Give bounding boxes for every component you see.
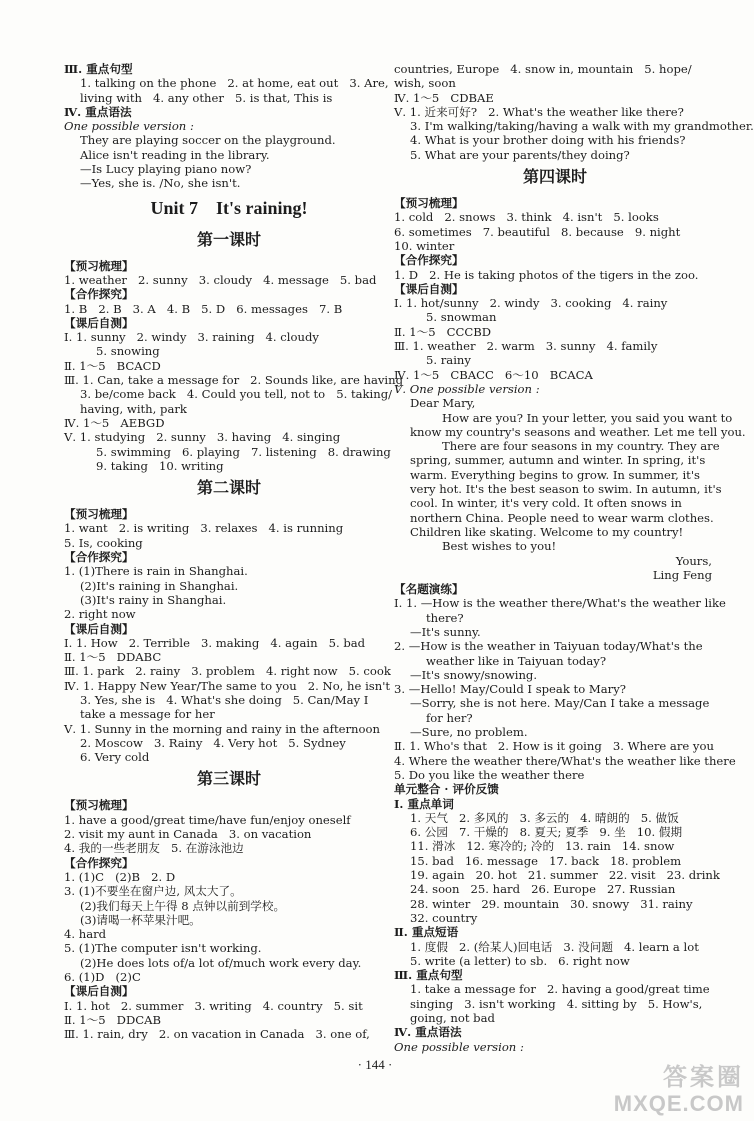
answer-line: How are you? In your letter, you said you want to (442, 410, 733, 425)
answer-line: 4. Where the weather there/What's the weather like there (394, 753, 736, 768)
section-heading: 【预习梳理】 (64, 798, 134, 813)
answer-line: 5. Do you like the weather there (394, 767, 585, 782)
answer-line: 15. bad 16. message 17. back 18. problem (410, 853, 682, 868)
right-column (394, 62, 754, 1054)
answer-line: living with 4. any other 5. is that, This is (80, 90, 333, 105)
answer-line: Best wishes to you! (442, 539, 557, 554)
answer-line: Ⅴ. 1. studying 2. sunny 3. having 4. singing (64, 430, 341, 445)
answer-line: Ⅱ. 1～5 BCACD (64, 358, 161, 373)
section-heading: 单元整合 · 评价反馈 (394, 782, 499, 797)
answer-line: very hot. It's the best season to swim. In autumn, it's (410, 482, 722, 497)
answer-line: 11. 滑冰 12. 寒冷的; 冷的 13. rain 14. snow (410, 839, 675, 854)
answer-line: 19. again 20. hot 21. summer 22. visit 23. drink (410, 868, 720, 883)
section-heading: Ⅰ. 重点单词 (394, 796, 454, 811)
answer-line: 5. write (a letter) to sb. 6. right now (410, 953, 630, 968)
answer-line: —Yes, she is. /No, she isn't. (80, 176, 241, 191)
answer-line: Ⅴ. 1. Sunny in the morning and rainy in the afternoon (64, 721, 380, 736)
answer-line: 5. swimming 6. playing 7. listening 8. drawing (96, 444, 391, 459)
section-heading: Ⅱ. 重点短语 (394, 925, 459, 940)
answer-line: Ⅲ. 1. park 2. rainy 3. problem 4. right now 5. cook (64, 664, 391, 679)
answer-line: 4. hard (64, 927, 107, 942)
answer-line: 2. visit my aunt in Canada 3. on vacation (64, 827, 312, 842)
answer-line: there? (426, 610, 464, 625)
answer-line: Ⅳ. 1～5 CDBAE (394, 90, 494, 105)
answer-line: —Sorry, she is not here. May/Can I take a message (410, 696, 710, 711)
answer-line: for her? (426, 710, 473, 725)
answer-line: Ⅰ. 1. hot 2. summer 3. writing 4. country 5. sit (64, 998, 363, 1013)
answer-line: Ⅱ. 1. Who's that 2. How is it going 3. Where are you (394, 739, 714, 754)
section-heading: 【课后自测】 (64, 984, 134, 999)
answer-line: They are playing soccer on the playground. (80, 133, 336, 148)
answer-line: 1. weather 2. sunny 3. cloudy 4. message 5. bad (64, 272, 377, 287)
answer-line: 3. I'm walking/taking/having a walk with my grandmother. (410, 119, 754, 134)
answer-line: (2)我们每天上午得 8 点钟以前到学校。 (80, 898, 286, 913)
section-heading: 【合作探究】 (394, 253, 464, 268)
page-number: · 144 · (357, 1057, 393, 1072)
answer-line: 3. —Hello! May/Could I speak to Mary? (394, 682, 626, 697)
answer-line: 6. sometimes 7. beautiful 8. because 9. night (394, 224, 681, 239)
watermark-logo (604, 1064, 744, 1118)
answer-line: 1. want 2. is writing 3. relaxes 4. is running (64, 521, 344, 536)
answer-line: (2)He does lots of/a lot of/much work every day. (80, 955, 362, 970)
answer-line: 6. (1)D (2)C (64, 970, 141, 985)
answer-line: Children like skating. Welcome to my country! (410, 524, 684, 539)
answer-line: 4. What is your brother doing with his friends? (410, 133, 686, 148)
answer-line: having, with, park (80, 401, 187, 416)
letter-signature: Ling Feng (652, 567, 712, 582)
answer-line: (3)It's rainy in Shanghai. (80, 592, 227, 607)
answer-line: 6. Very cold (80, 750, 150, 765)
section-heading: Ⅲ. 重点句型 (64, 62, 133, 76)
section-heading: 【合作探究】 (64, 550, 134, 565)
section-heading: 【合作探究】 (64, 287, 134, 302)
answer-line: Ⅳ. 1～5 CBACC 6～10 BCACA (394, 367, 593, 382)
answer-line: Ⅰ. 1. sunny 2. windy 3. raining 4. cloudy (64, 330, 319, 345)
answer-line: 2. right now (64, 607, 136, 622)
section-heading: Ⅳ. 重点语法 (64, 104, 132, 119)
answer-line: 1. 天气 2. 多风的 3. 多云的 4. 晴朗的 5. 做饭 (410, 810, 679, 825)
answer-line: —It's snowy/snowing. (410, 667, 538, 682)
section-heading: Ⅲ. 重点句型 (394, 968, 463, 983)
answer-line: 1. (1)There is rain in Shanghai. (64, 564, 248, 579)
section-heading: 【名题演练】 (394, 582, 464, 597)
answer-line: Ⅳ. 1～5 AEBGD (64, 415, 165, 430)
answer-line: 3. (1)不要坐在窗户边, 风太大了。 (64, 884, 242, 899)
answer-line: warm. Everything begins to grow. In summer, it's (410, 467, 700, 482)
answer-line: Ⅱ. 1～5 CCCBD (394, 324, 492, 339)
answer-line: spring, summer, autumn and winter. In spring, it's (410, 453, 706, 468)
letter-signature: Yours, (675, 553, 712, 568)
answer-line: 2. —How is the weather in Taiyuan today/What's the (394, 639, 703, 654)
answer-line: wish, soon (394, 76, 456, 91)
answer-line: 1. B 2. B 3. A 4. B 5. D 6. messages 7. B (64, 301, 343, 316)
answer-line: 1. take a message for 2. having a good/great time (410, 982, 710, 997)
watermark-url: MXQE.COM (613, 1091, 744, 1116)
answer-line: 3. be/come back 4. Could you tell, not to 5. taking/ (80, 387, 393, 402)
answer-note: One possible version : (64, 119, 194, 134)
answer-line: 6. 公园 7. 干燥的 8. 夏天; 夏季 9. 坐 10. 假期 (410, 825, 683, 840)
lesson-heading: 第二课时 (196, 480, 261, 498)
section-heading: 【课后自测】 (394, 281, 464, 296)
answer-line: 1. have a good/great time/have fun/enjoy oneself (64, 812, 351, 827)
answer-line: Ⅴ. 1. 近来可好? 2. What's the weather like there? (394, 104, 684, 119)
answer-line: 32. country (410, 910, 478, 925)
section-heading: 【课后自测】 (64, 315, 134, 330)
answer-line: —Is Lucy playing piano now? (80, 162, 252, 177)
answer-line: 4. 我的一些老朋友 5. 在游泳池边 (64, 841, 244, 856)
answer-line: —Sure, no problem. (410, 725, 528, 740)
lesson-heading: 第三课时 (196, 771, 261, 789)
answer-line: 2. Moscow 3. Rainy 4. Very hot 5. Sydney (80, 735, 346, 750)
answer-line: singing 3. isn't working 4. sitting by 5. How's, (410, 996, 703, 1011)
answer-line: 5. snowing (96, 344, 160, 359)
answer-line: Dear Mary, (410, 396, 476, 411)
answer-line: countries, Europe 4. snow in, mountain 5. hope/ (394, 62, 692, 76)
answer-line: Ⅲ. 1. weather 2. warm 3. sunny 4. family (394, 339, 658, 354)
answer-line: take a message for her (80, 707, 215, 722)
left-column (64, 62, 404, 1042)
answer-line: going, not bad (410, 1011, 495, 1025)
answer-line: Alice isn't reading in the library. (80, 147, 270, 162)
answer-line: 1. D 2. He is taking photos of the tigers in the zoo. (394, 267, 699, 282)
section-heading: 【课后自测】 (64, 621, 134, 636)
answer-line: 28. winter 29. mountain 30. snowy 31. rainy (410, 896, 693, 911)
answer-line: weather like in Taiyuan today? (426, 653, 607, 668)
answer-line: Ⅰ. 1. How 2. Terrible 3. making 4. again 5. bad (64, 635, 366, 650)
lesson-heading: 第一课时 (196, 231, 261, 249)
section-heading: Ⅳ. 重点语法 (394, 1025, 462, 1040)
answer-line: 5. What are your parents/they doing? (410, 147, 630, 162)
section-heading: 【预习梳理】 (64, 258, 134, 273)
answer-line: 1. 度假 2. (给某人)回电话 3. 没问题 4. learn a lot (410, 939, 699, 954)
answer-line: 10. winter (394, 238, 455, 253)
answer-line: 5. (1)The computer isn't working. (64, 941, 262, 956)
answer-line: 5. snowman (426, 310, 497, 325)
section-heading: 【预习梳理】 (394, 196, 464, 211)
answer-line: northern China. People need to wear warm clothes. (410, 510, 714, 525)
answer-line: 1. cold 2. snows 3. think 4. isn't 5. looks (394, 210, 659, 225)
answer-line: 1. talking on the phone 2. at home, eat out 3. Are, (80, 76, 389, 91)
answer-line: Ⅲ. 1. Can, take a message for 2. Sounds like, are having (64, 373, 404, 388)
answer-line: 5. Is, cooking (64, 535, 143, 550)
answer-line: Ⅲ. 1. rain, dry 2. on vacation in Canada 3. one of, (64, 1027, 370, 1042)
answer-line: 1. (1)C (2)B 2. D (64, 869, 176, 884)
answer-line: Ⅰ. 1. hot/sunny 2. windy 3. cooking 4. rainy (394, 296, 668, 311)
answer-line: Ⅰ. 1. —How is the weather there/What's the weather like (394, 596, 726, 611)
unit-title: Unit 7 It's raining! (150, 197, 308, 218)
section-heading: 【预习梳理】 (64, 507, 134, 522)
answer-line: cool. In winter, it's very cold. It often snows in (410, 496, 682, 511)
answer-line: Ⅱ. 1～5 DDCAB (64, 1012, 162, 1027)
section-heading: 【合作探究】 (64, 855, 134, 870)
answer-line: (2)It's raining in Shanghai. (80, 578, 239, 593)
answer-line: know my country's seasons and weather. Let me tell you. (410, 424, 746, 439)
answer-line: There are four seasons in my country. They are (442, 439, 720, 454)
answer-line: Ⅱ. 1～5 DDABC (64, 650, 162, 665)
lesson-heading: 第四课时 (522, 169, 587, 187)
answer-line: —It's sunny. (410, 624, 481, 639)
answer-line: 5. rainy (426, 353, 471, 368)
answer-note: Ⅴ. One possible version : (394, 381, 540, 396)
answer-note: One possible version : (394, 1039, 524, 1054)
watermark-text: 答案圈 (663, 1064, 744, 1091)
answer-line: 3. Yes, she is 4. What's she doing 5. Can/May I (80, 692, 369, 707)
answer-line: Ⅳ. 1. Happy New Year/The same to you 2. No, he isn't (64, 678, 391, 693)
answer-line: 24. soon 25. hard 26. Europe 27. Russian (410, 882, 676, 897)
answer-line: 9. taking 10. writing (96, 458, 224, 473)
answer-line: (3)请喝一杯苹果汁吧。 (80, 912, 201, 927)
